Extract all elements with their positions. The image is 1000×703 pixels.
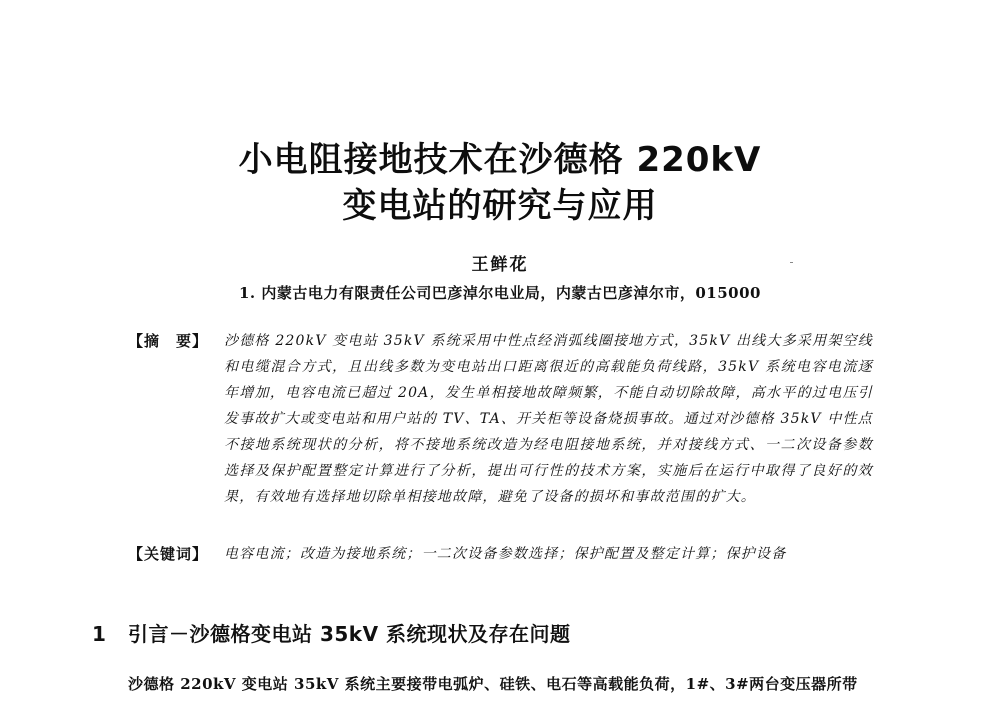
keywords-text: 电容电流；改造为接地系统；一二次设备参数选择；保护配置及整定计算；保护设备 [224, 546, 787, 562]
keywords-row [128, 541, 873, 567]
abstract-row [128, 328, 873, 510]
author-name: 王鲜花 [471, 255, 529, 275]
section-title: 引言－沙德格变电站 35kV 系统现状及存在问题 [128, 622, 571, 646]
body-paragraph-first-line: 沙德格 220kV 变电站 35kV 系统主要接带电弧炉、硅铁、电石等高载能负荷，1#、3#两台变压器所带 [128, 675, 858, 693]
abstract-text: 沙德格 220kV 变电站 35kV 系统采用中性点经消弧线圈接地方式，35kV 出线大多采用架空线和电缆混合方式，且出线多数为变电站出口距离很近的高载能负荷线路，35kV 系统电容电流逐年增加，电容电流已超过 20A，发生单相接地故障频繁，不能自动切除故障，高水平的过电压引发事故扩大或变电站和用户站的 TV、TA、开关柜等设备烧损事故。通过对沙德格 35kV 中性点不接地系统现状的分析，将不接地系统改造为经电阻接地系统，并对接线方式、一二次设备参数选择及保护配置整定计算进行了分析，提出可行性的技术方案，实施后在运行中取得了良好的效果，有效地有选择地切除单相接地故障，避免了设备的损坏和事故范围的扩大。 [224, 333, 873, 505]
paper-title-line-2: 变电站的研究与应用 [342, 186, 658, 226]
keywords-label: 【关键词】 [128, 545, 209, 563]
section-number: 1 [92, 622, 107, 646]
paper-title-line-1: 小电阻接地技术在沙德格 220kV [238, 140, 762, 180]
author-affiliation: 1. 内蒙古电力有限责任公司巴彦淖尔电业局，内蒙古巴彦淖尔市，015000 [238, 284, 761, 302]
abstract-label: 【摘 要】 [128, 332, 209, 350]
section-heading [92, 618, 571, 647]
abstract-block [128, 328, 873, 510]
